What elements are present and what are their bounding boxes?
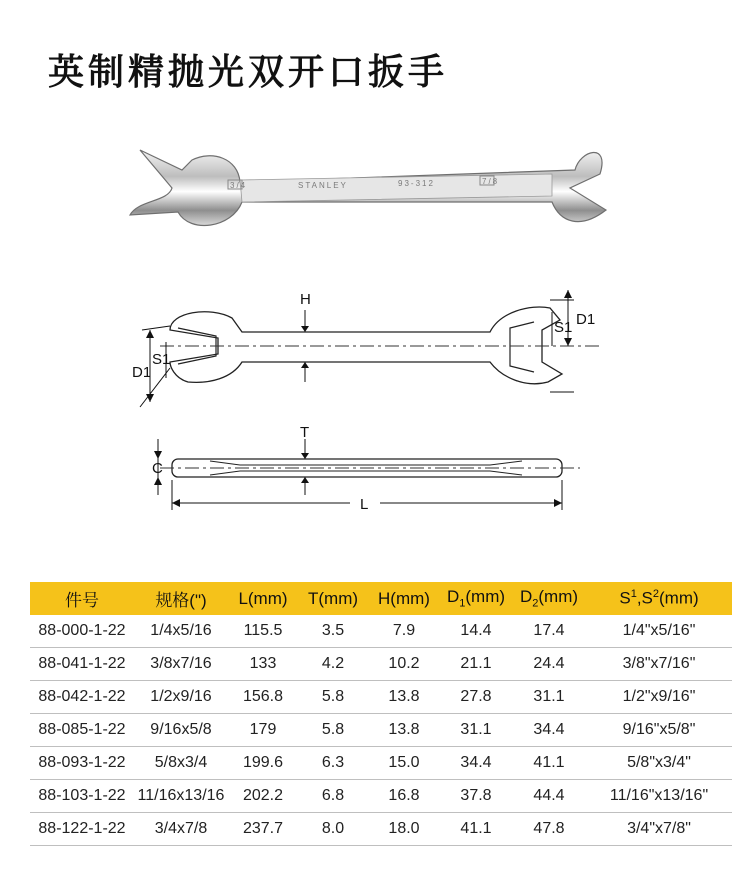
- wrench-top-view-diagram: [130, 282, 620, 417]
- right-size-stamp: 7/8: [482, 177, 500, 186]
- page-title: 英制精抛光双开口扳手: [48, 52, 449, 93]
- col-T: T(mm): [298, 582, 368, 615]
- table-cell: 8.0: [298, 813, 368, 846]
- table-cell: 41.1: [440, 813, 512, 846]
- wrench-side-view-diagram: [130, 425, 620, 520]
- table-row: [30, 714, 732, 747]
- table-cell: 14.4: [440, 615, 512, 648]
- label-C: C: [152, 460, 163, 477]
- table-cell: 1/4x5/16: [134, 615, 228, 648]
- label-S1-right: S1: [554, 319, 573, 336]
- table-cell: 5.8: [298, 681, 368, 714]
- table-cell: 41.1: [512, 747, 586, 780]
- table-cell: 9/16"x5/8": [586, 714, 732, 747]
- table-row: [30, 780, 732, 813]
- col-spec: 规格("): [134, 582, 228, 615]
- col-H: H(mm): [368, 582, 440, 615]
- table-cell: 31.1: [512, 681, 586, 714]
- table-cell: 156.8: [228, 681, 298, 714]
- label-D1-right: D1: [576, 311, 596, 328]
- spec-table-header: [30, 582, 732, 615]
- table-cell: 11/16"x13/16": [586, 780, 732, 813]
- table-cell: 37.8: [440, 780, 512, 813]
- table-cell: 4.2: [298, 648, 368, 681]
- label-D1-left: D1: [132, 364, 152, 381]
- brand-stamp: STANLEY: [298, 181, 348, 190]
- table-cell: 31.1: [440, 714, 512, 747]
- table-cell: 88-122-1-22: [30, 813, 134, 846]
- label-H: H: [300, 291, 311, 308]
- table-row: [30, 747, 732, 780]
- col-L: L(mm): [228, 582, 298, 615]
- table-cell: 5/8x3/4: [134, 747, 228, 780]
- table-cell: 3/4"x7/8": [586, 813, 732, 846]
- table-cell: 3.5: [298, 615, 368, 648]
- table-cell: 24.4: [512, 648, 586, 681]
- table-cell: 27.8: [440, 681, 512, 714]
- table-cell: 88-085-1-22: [30, 714, 134, 747]
- table-cell: 34.4: [440, 747, 512, 780]
- table-cell: 44.4: [512, 780, 586, 813]
- table-cell: 17.4: [512, 615, 586, 648]
- col-D2: $D_2(mm)$: [512, 582, 586, 615]
- table-cell: 1/2"x9/16": [586, 681, 732, 714]
- table-cell: 47.8: [512, 813, 586, 846]
- table-cell: 5/8"x3/4": [586, 747, 732, 780]
- table-cell: 3/8"x7/16": [586, 648, 732, 681]
- table-cell: 1/4"x5/16": [586, 615, 732, 648]
- col-part-no: 件号: [30, 582, 134, 615]
- label-T: T: [300, 425, 310, 441]
- table-row: [30, 813, 732, 846]
- table-cell: 88-093-1-22: [30, 747, 134, 780]
- table-cell: 7.9: [368, 615, 440, 648]
- table-cell: 6.8: [298, 780, 368, 813]
- table-cell: 1/2x9/16: [134, 681, 228, 714]
- table-cell: 10.2: [368, 648, 440, 681]
- table-cell: 3/8x7/16: [134, 648, 228, 681]
- label-S1-left: S1: [152, 351, 171, 368]
- table-cell: 199.6: [228, 747, 298, 780]
- table-cell: 13.8: [368, 714, 440, 747]
- col-D1: $D_1(mm)$: [440, 582, 512, 615]
- table-cell: 21.1: [440, 648, 512, 681]
- label-L: L: [360, 496, 369, 513]
- table-cell: 18.0: [368, 813, 440, 846]
- table-cell: 34.4: [512, 714, 586, 747]
- spec-table: [30, 582, 732, 846]
- table-cell: 13.8: [368, 681, 440, 714]
- table-cell: 11/16x13/16: [134, 780, 228, 813]
- table-cell: 9/16x5/8: [134, 714, 228, 747]
- table-row: [30, 615, 732, 648]
- table-cell: 5.8: [298, 714, 368, 747]
- table-cell: 16.8: [368, 780, 440, 813]
- table-cell: 88-041-1-22: [30, 648, 134, 681]
- table-cell: 133: [228, 648, 298, 681]
- table-cell: 6.3: [298, 747, 368, 780]
- table-cell: 15.0: [368, 747, 440, 780]
- left-size-stamp: 3/4: [230, 181, 248, 190]
- table-cell: 237.7: [228, 813, 298, 846]
- model-stamp: 93-312: [398, 179, 435, 188]
- table-row: [30, 681, 732, 714]
- table-cell: 179: [228, 714, 298, 747]
- table-cell: 115.5: [228, 615, 298, 648]
- table-cell: 88-103-1-22: [30, 780, 134, 813]
- wrench-photo: [120, 130, 610, 245]
- table-cell: 88-042-1-22: [30, 681, 134, 714]
- table-cell: 202.2: [228, 780, 298, 813]
- table-cell: 3/4x7/8: [134, 813, 228, 846]
- table-row: [30, 648, 732, 681]
- col-S: $S^1,S^2(mm)$: [586, 582, 732, 615]
- table-cell: 88-000-1-22: [30, 615, 134, 648]
